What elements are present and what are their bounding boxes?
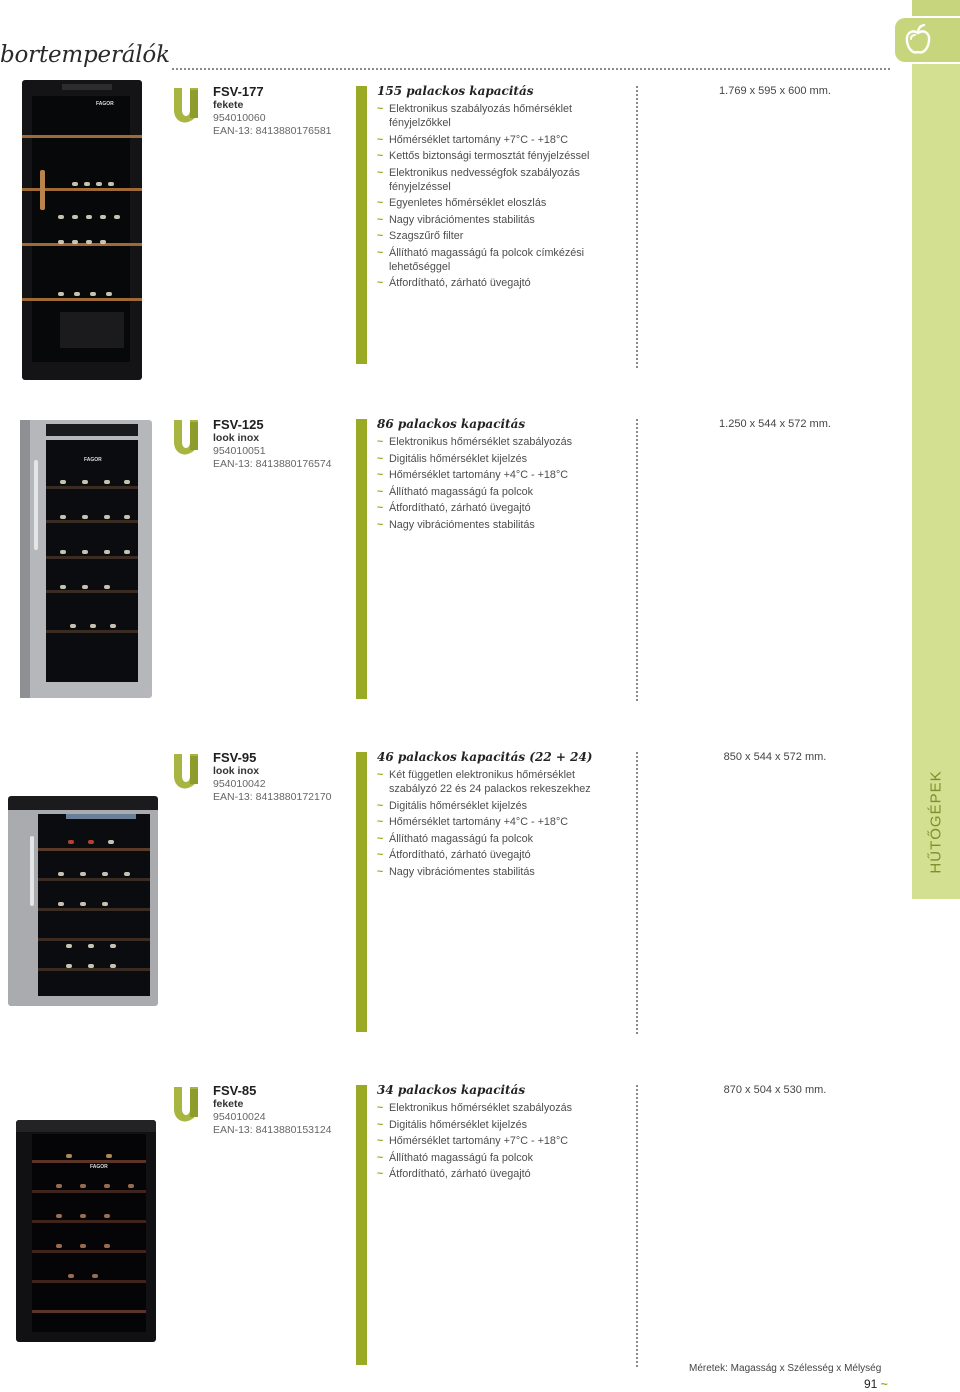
feature-item: ~ Elektronikus hőmérséklet szabályozás <box>377 436 573 448</box>
feature-list <box>377 417 622 534</box>
capacity-heading: 46 palackos kapacitás (22 + 24) <box>377 750 593 764</box>
feature-list <box>377 1083 622 1184</box>
capacity-heading: 34 palackos kapacitás <box>377 1083 526 1097</box>
product-dimensions: 1.769 x 595 x 600 mm. <box>719 85 831 97</box>
capacity-heading: 155 palackos kapacitás <box>377 84 534 98</box>
product-divider-bar <box>356 752 367 1032</box>
product-image-fsv-85: FAGOR <box>16 1120 156 1342</box>
side-tab[interactable] <box>912 64 960 899</box>
product-dimensions: 850 x 544 x 572 mm. <box>723 751 827 763</box>
feature-item: ~ Hőmérséklet tartomány +7°C - +18°C <box>377 1135 569 1147</box>
feature-item: ~ Digitális hőmérséklet kijelzés <box>377 799 528 812</box>
feature-item: ~ Elektronikus hőmérséklet szabályozás <box>377 1102 573 1114</box>
feature-item: ~ Nagy vibrációmentes stabilitás <box>377 518 535 531</box>
product-model: FSV-85 <box>213 1083 257 1098</box>
product-dimensions: 1.250 x 544 x 572 mm. <box>719 418 831 430</box>
side-tab-label: HŰTŐGÉPEK <box>927 770 945 874</box>
feature-item: ~ Állítható magasságú fa polcok címkézési lehetőséggel <box>377 246 585 273</box>
feature-item: ~ Kettős biztonsági termosztát fényjelzéssel <box>377 150 590 162</box>
feature-item: ~ Digitális hőmérséklet kijelzés <box>377 1118 528 1131</box>
product-image-fsv-125: FAGOR <box>20 420 152 698</box>
feature-item: ~ Elektronikus szabályozás hőmérséklet fényjelzőkkel <box>377 103 573 129</box>
feature-item: ~ Hőmérséklet tartomány +4°C - +18°C <box>377 816 569 828</box>
page-title: bortemperálók <box>0 42 170 68</box>
product-model: FSV-177 <box>213 84 264 99</box>
product-model: FSV-95 <box>213 750 257 765</box>
column-divider <box>636 419 638 701</box>
product-image-fsv-95 <box>8 796 158 1006</box>
column-divider <box>636 752 638 1034</box>
product-color: look inox <box>213 765 260 777</box>
product-color: look inox <box>213 432 260 444</box>
product-code: 954010024 <box>213 1111 266 1123</box>
product-ean: EAN-13: 8413880153124 <box>213 1124 332 1136</box>
product-ean: EAN-13: 8413880176574 <box>213 458 332 470</box>
product-code: 954010051 <box>213 445 266 457</box>
feature-item: ~ Átfordítható, zárható üvegajtó <box>377 1168 531 1180</box>
feature-item: ~ Hőmérséklet tartomány +4°C - +18°C <box>377 469 569 481</box>
page-number: 91 ~ <box>864 1377 888 1391</box>
feature-item: ~ Állítható magasságú fa polcok <box>377 1151 534 1164</box>
product-badge-icon <box>170 1081 202 1125</box>
product-ean: EAN-13: 8413880172170 <box>213 791 332 803</box>
feature-item: ~ Egyenletes hőmérséklet eloszlás <box>377 197 547 209</box>
feature-list <box>377 84 622 293</box>
feature-item: ~ Átfordítható, zárható üvegajtó <box>377 849 531 861</box>
product-code: 954010042 <box>213 778 266 790</box>
feature-item: ~ Digitális hőmérséklet kijelzés <box>377 452 528 465</box>
product-badge-icon <box>170 748 202 792</box>
feature-list <box>377 750 622 881</box>
product-badge-icon <box>170 414 202 458</box>
side-tab-icon-box[interactable] <box>895 18 960 62</box>
feature-item: ~ Nagy vibrációmentes stabilitás <box>377 865 535 878</box>
header-divider <box>172 68 890 70</box>
product-color: fekete <box>213 99 244 111</box>
product-model: FSV-125 <box>213 417 264 432</box>
product-divider-bar <box>356 1085 367 1365</box>
feature-item: ~ Nagy vibrációmentes stabilitás <box>377 213 535 226</box>
feature-item: ~ Két független elektronikus hőmérséklet szabályzó 22 és 24 palackos rekeszekhez <box>377 769 591 795</box>
product-badge-icon <box>170 82 202 126</box>
side-tab-cap <box>912 0 960 16</box>
feature-item: ~ Átfordítható, zárható üvegajtó <box>377 277 531 289</box>
dimensions-footnote: Méretek: Magasság x Szélesség x Mélység <box>689 1363 882 1374</box>
feature-item: ~ Állítható magasságú fa polcok <box>377 832 534 845</box>
feature-item: ~ Átfordítható, zárható üvegajtó <box>377 502 531 514</box>
column-divider <box>636 86 638 368</box>
product-code: 954010060 <box>213 112 266 124</box>
product-dimensions: 870 x 504 x 530 mm. <box>723 1084 827 1096</box>
product-divider-bar <box>356 419 367 699</box>
feature-item: ~ Hőmérséklet tartomány +7°C - +18°C <box>377 133 569 146</box>
product-ean: EAN-13: 8413880176581 <box>213 125 332 137</box>
apple-icon <box>903 24 933 56</box>
feature-item: ~ Állítható magasságú fa polcok <box>377 485 534 498</box>
product-image-fsv-177: FAGOR <box>22 80 142 380</box>
column-divider <box>636 1085 638 1367</box>
product-color: fekete <box>213 1098 244 1110</box>
feature-item: ~ Szagszűrő filter <box>377 230 464 242</box>
feature-item: ~ Elektronikus nedvességfok szabályozás fényjelzéssel <box>377 166 580 193</box>
capacity-heading: 86 palackos kapacitás <box>377 417 526 431</box>
product-divider-bar <box>356 86 367 364</box>
